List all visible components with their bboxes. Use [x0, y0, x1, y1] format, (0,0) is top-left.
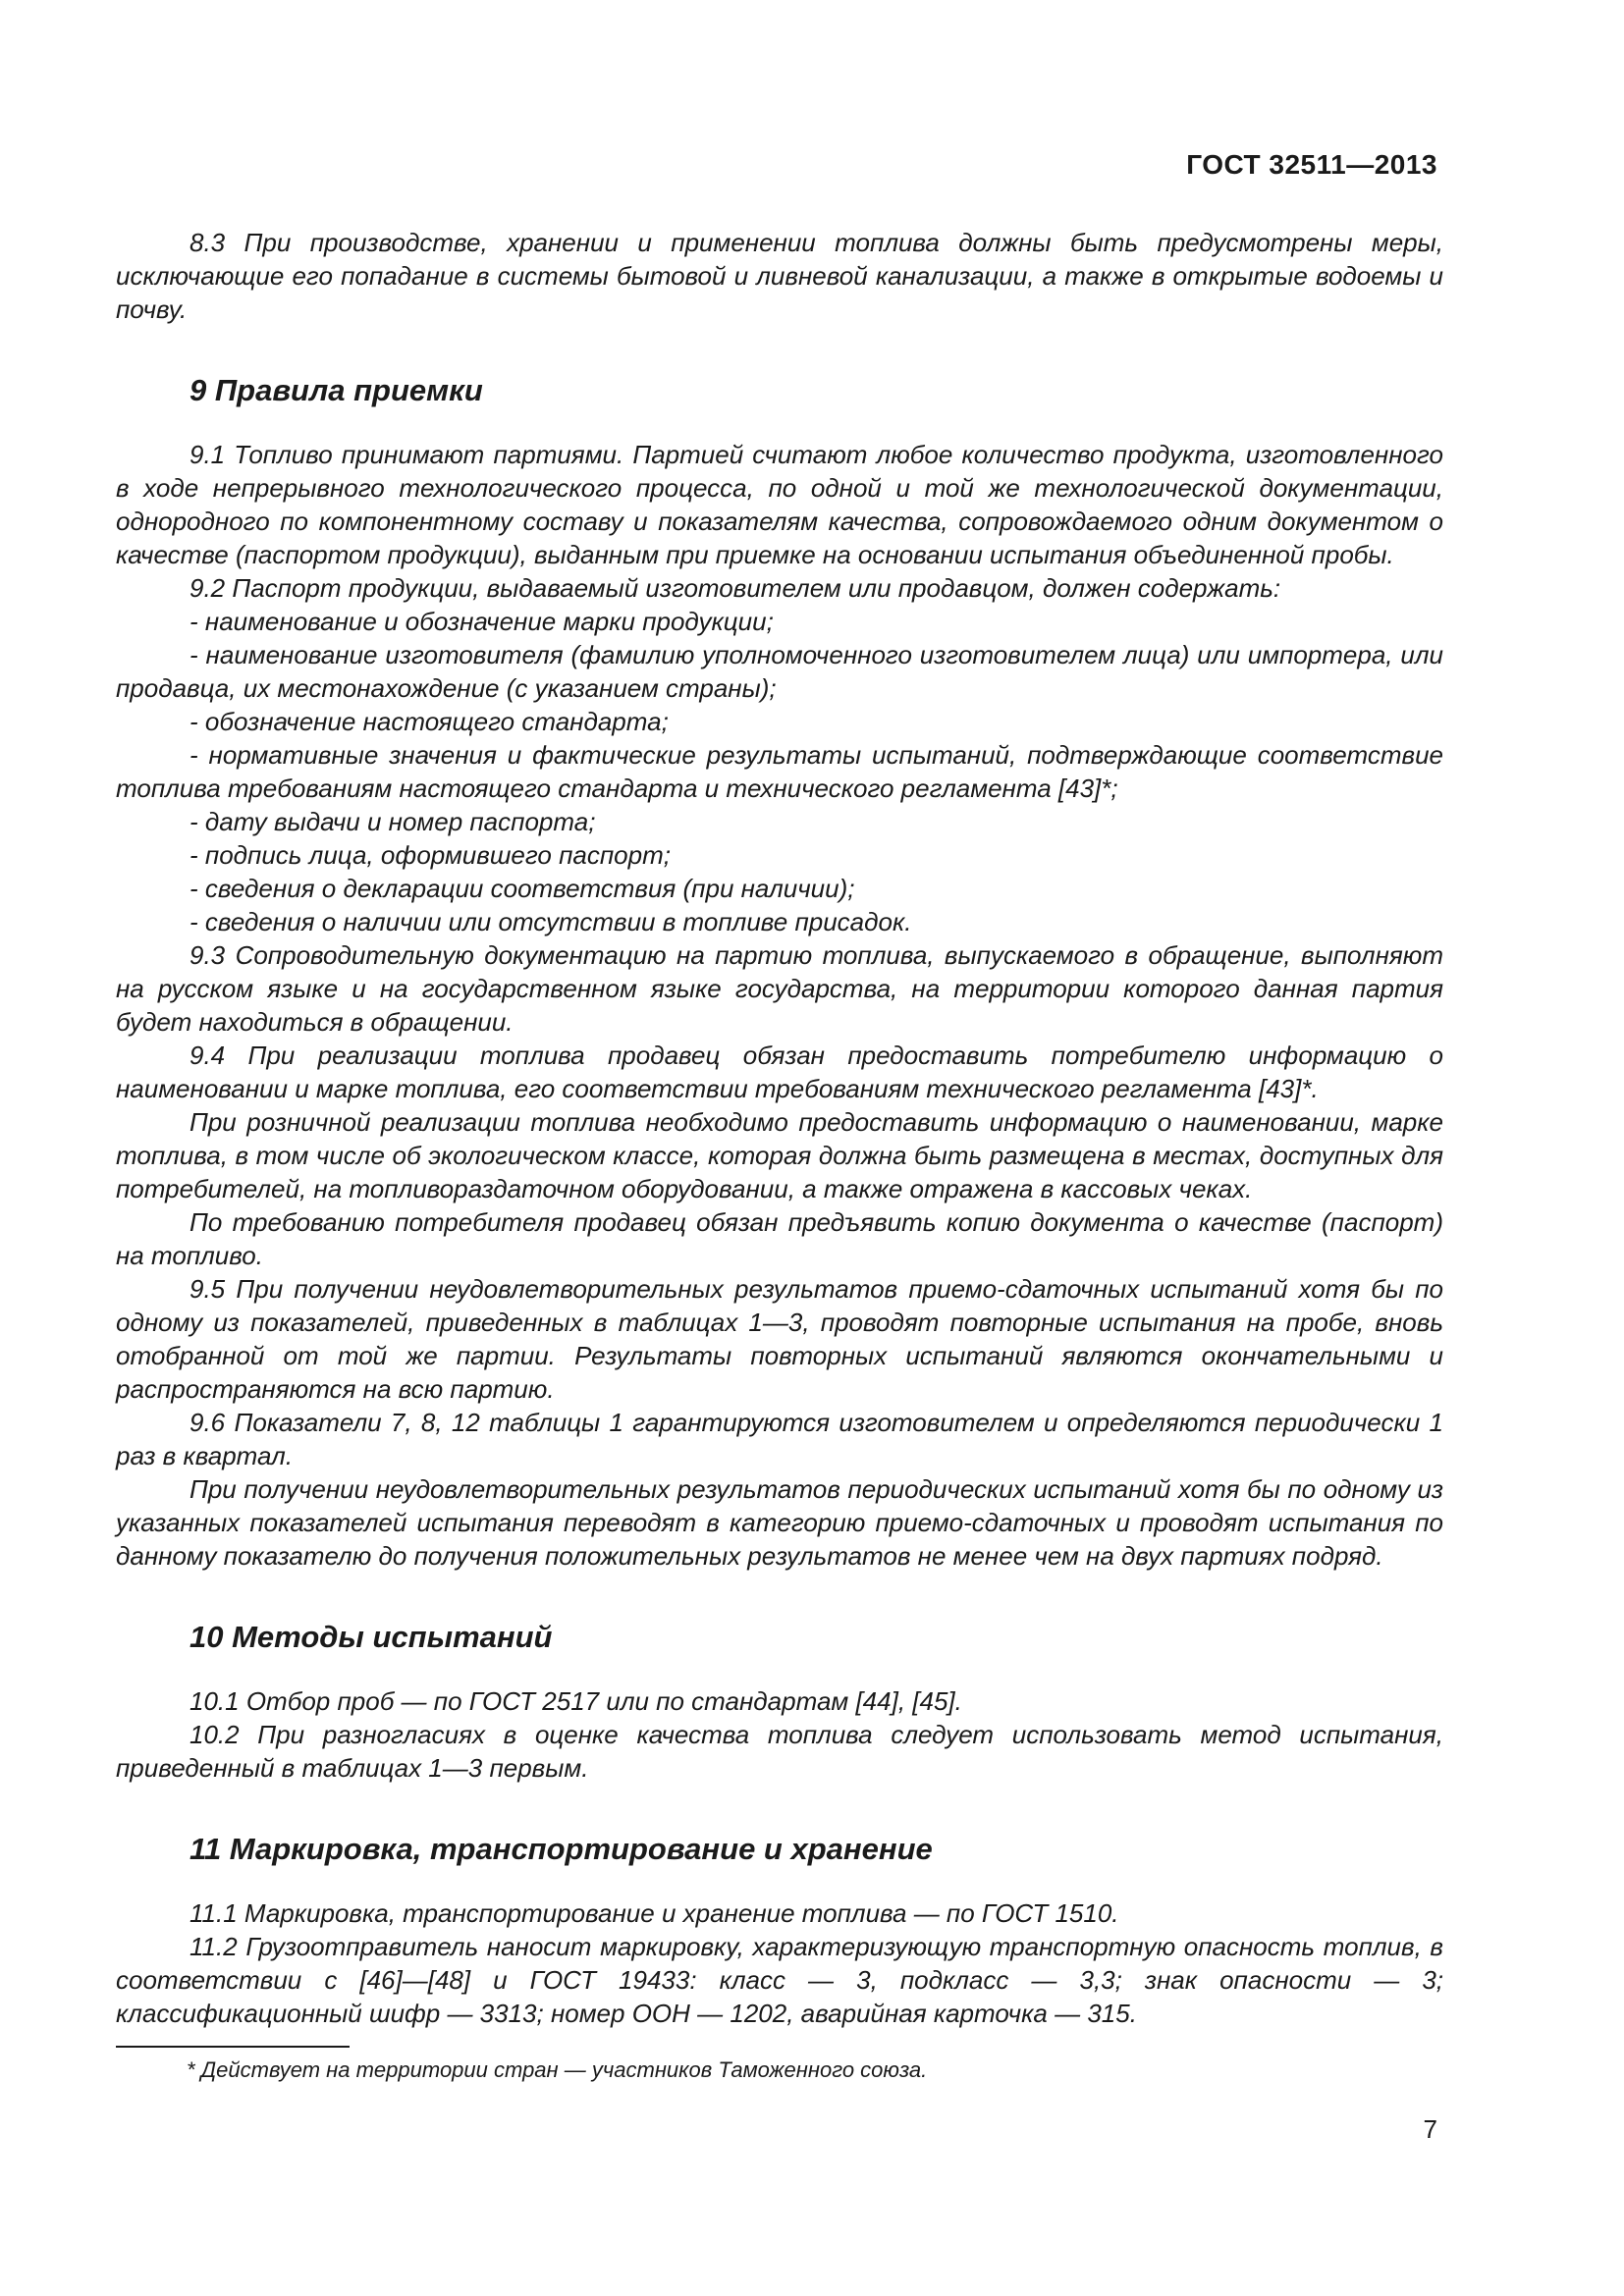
- paragraph: - наименование изготовителя (фамилию уполномоченного изготовителем лица) или импортера, или продавца, их местонахождение (с указанием страны);: [116, 640, 1443, 703]
- paragraph: 8.3 При производстве, хранении и применении топлива должны быть предусмотрены меры, исключающие его попадание в системы бытовой и ливневой канализации, а также в открытые водоемы и почву.: [116, 228, 1443, 324]
- paragraph: При получении неудовлетворительных результатов периодических испытаний хотя бы по одному из указанных показателей испытания переводят в категорию приемо-сдаточных и проводят испытания по данному показателю до получения положительных результатов не менее чем на двух партиях подряд.: [116, 1474, 1443, 1571]
- paragraph: 9.6 Показатели 7, 8, 12 таблицы 1 гарантируются изготовителем и определяются периодически 1 раз в квартал.: [116, 1408, 1443, 1470]
- paragraph: 10.1 Отбор проб — по ГОСТ 2517 или по стандартам [44], [45].: [189, 1686, 962, 1716]
- document-code-header: ГОСТ 32511—2013: [1186, 149, 1437, 180]
- paragraph: - сведения о наличии или отсутствии в топливе присадок.: [189, 907, 912, 936]
- document-body: [116, 226, 1443, 2030]
- paragraph: По требованию потребителя продавец обязан предъявить копию документа о качестве (паспорт) на топливо.: [116, 1207, 1443, 1270]
- section-heading: 11 Маркировка, транспортирование и хранение: [189, 1832, 933, 1866]
- paragraph: 9.4 При реализации топлива продавец обязан предоставить потребителю информацию о наименовании и марке топлива, его соответствии требованиям технического регламента [43]*.: [116, 1041, 1443, 1103]
- paragraph: - обозначение настоящего стандарта;: [189, 707, 669, 736]
- paragraph: 9.3 Сопроводительную документацию на партию топлива, выпускаемого в обращение, выполняют на русском языке и на государственном языке государства, на территории которого данная партия будет находиться в обращении.: [116, 940, 1443, 1037]
- paragraph: 11.1 Маркировка, транспортирование и хранение топлива — по ГОСТ 1510.: [189, 1898, 1119, 1928]
- paragraph: 9.1 Топливо принимают партиями. Партией считают любое количество продукта, изготовленного в ходе непрерывного технологического процесса, по одной и той же технологической документации, однородного по компонентному составу и показателям качества, сопровождаемого одним документом о качестве (паспортом продукции), выданным при приемке на основании испытания объединенной пробы.: [116, 440, 1443, 569]
- paragraph: - сведения о декларации соответствия (при наличии);: [189, 874, 855, 903]
- paragraph: - нормативные значения и фактические результаты испытаний, подтверждающие соответствие топлива требованиям настоящего стандарта и технического регламента [43]*;: [116, 740, 1443, 803]
- paragraph: - подпись лица, оформившего паспорт;: [189, 840, 671, 870]
- paragraph: 11.2 Грузоотправитель наносит маркировку, характеризующую транспортную опасность топлив, в соответствии с [46]—[48] и ГОСТ 19433: класс — 3, подкласс — 3,3; знак опасности — 3; классификационный шифр — 3313; номер ООН — 1202, аварийная карточка — 315.: [116, 1932, 1443, 2028]
- page-number: 7: [1423, 2114, 1437, 2144]
- footnote-divider: [116, 2046, 350, 2048]
- section-heading: 10 Методы испытаний: [189, 1620, 553, 1654]
- paragraph: 10.2 При разногласиях в оценке качества топлива следует использовать метод испытания, приведенный в таблицах 1—3 первым.: [116, 1720, 1443, 1783]
- paragraph: - дату выдачи и номер паспорта;: [189, 807, 596, 836]
- paragraph: - наименование и обозначение марки продукции;: [189, 607, 774, 636]
- paragraph: При розничной реализации топлива необходимо предоставить информацию о наименовании, марке топлива, в том числе об экологическом классе, которая должна быть размещена в местах, доступных для потребителей, на топливораздаточном оборудовании, а также отражена в кассовых чеках.: [116, 1107, 1443, 1203]
- paragraph: 9.5 При получении неудовлетворительных результатов приемо-сдаточных испытаний хотя бы по одному из показателей, приведенных в таблицах 1—3, проводят повторные испытания на пробе, вновь отобранной от той же партии. Результаты повторных испытаний являются окончательными и распространяются на всю партию.: [116, 1274, 1443, 1404]
- paragraph: 9.2 Паспорт продукции, выдаваемый изготовителем или продавцом, должен содержать:: [189, 573, 1281, 603]
- footnote: * Действует на территории стран — участников Таможенного союза.: [187, 2057, 928, 2082]
- section-heading: 9 Правила приемки: [189, 373, 483, 407]
